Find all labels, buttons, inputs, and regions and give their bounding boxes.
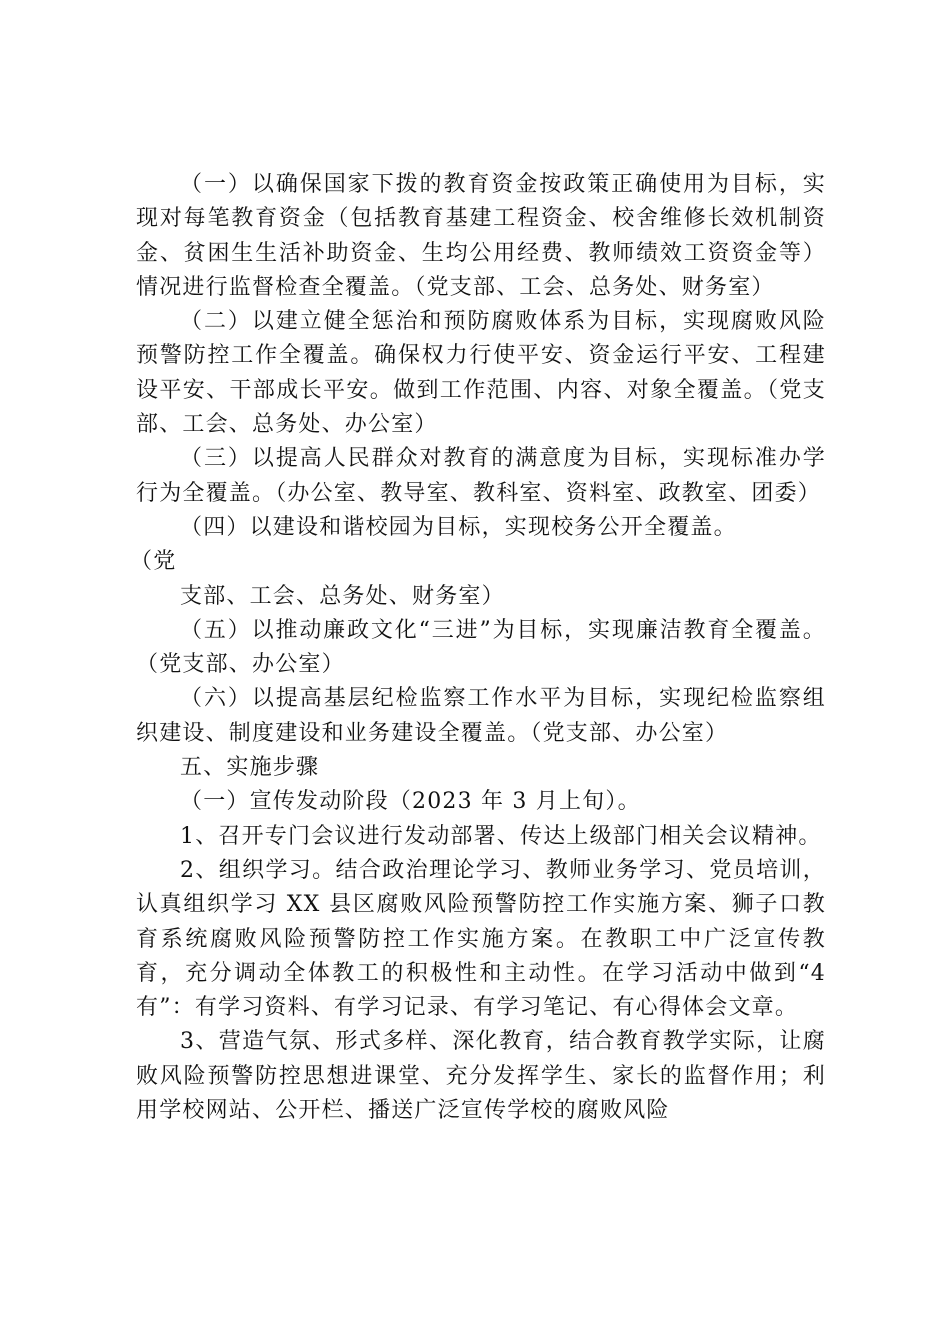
section-heading-implementation: 五、实施步骤 — [180, 755, 320, 781]
subheading-publicity-stage: （一）宣传发动阶段（2023 年 3 月上旬）。 — [180, 789, 641, 815]
paragraph-goal-4: （四）以建设和谐校园为目标，实现校务公开全覆盖。 — [180, 514, 737, 540]
paragraph-step-2: 2、组织学习。结合政治理论学习、教师业务学习、党员培训，认真组织学习 XX 县区腐败风险预警防控工作实施方案、狮子口教育系统腐败风险预警防控工作实施方案。在教职工中广泛宣传教育，充分调动全体教工的积极性和主动性。在学习活动中做到“4 有”：有学习资料、有学习记录、有学习笔记、有心得体会文章。 — [136, 857, 826, 1021]
document-body — [130, 168, 826, 1128]
paragraph-step-1: 1、召开专门会议进行发动部署、传达上级部门相关会议精神。 — [180, 823, 822, 849]
paragraph-goal-5: （五）以推动廉政文化“三进”为目标，实现廉洁教育全覆盖。（党支部、办公室） — [136, 617, 826, 678]
paragraph-goal-6: （六）以提高基层纪检监察工作水平为目标，实现纪检监察组织建设、制度建设和业务建设全覆盖。（党支部、办公室） — [136, 686, 826, 746]
paragraph-step-3: 3、营造气氛、形式多样、深化教育，结合教育教学实际，让腐败风险预警防控思想进课堂、充分发挥学生、家长的监督作用；利用学校网站、公开栏、播送广泛宣传学校的腐败风险 — [136, 1029, 826, 1124]
paragraph-goal-4-dangling: （党 — [130, 549, 177, 575]
paragraph-goal-1: （一）以确保国家下拨的教育资金按政策正确使用为目标，实现对每笔教育资金（包括教育基建工程资金、校舍维修长效机制资金、贫困生生活补助资金、生均公用经费、教师绩效工资资金等）情况进行监督检查全覆盖。（党支部、工会、总务处、财务室） — [136, 172, 826, 300]
paragraph-goal-4-continued: 支部、工会、总务处、财务室） — [180, 583, 505, 609]
paragraph-goal-3: （三）以提高人民群众对教育的满意度为目标，实现标准办学行为全覆盖。（办公室、教导室、教科室、资料室、政教室、团委） — [136, 446, 826, 506]
paragraph-goal-2: （二）以建立健全惩治和预防腐败体系为目标，实现腐败风险预警防控工作全覆盖。确保权力行使平安、资金运行平安、工程建设平安、干部成长平安。做到工作范围、内容、对象全覆盖。（党支部、工会、总务处、办公室） — [136, 309, 826, 438]
